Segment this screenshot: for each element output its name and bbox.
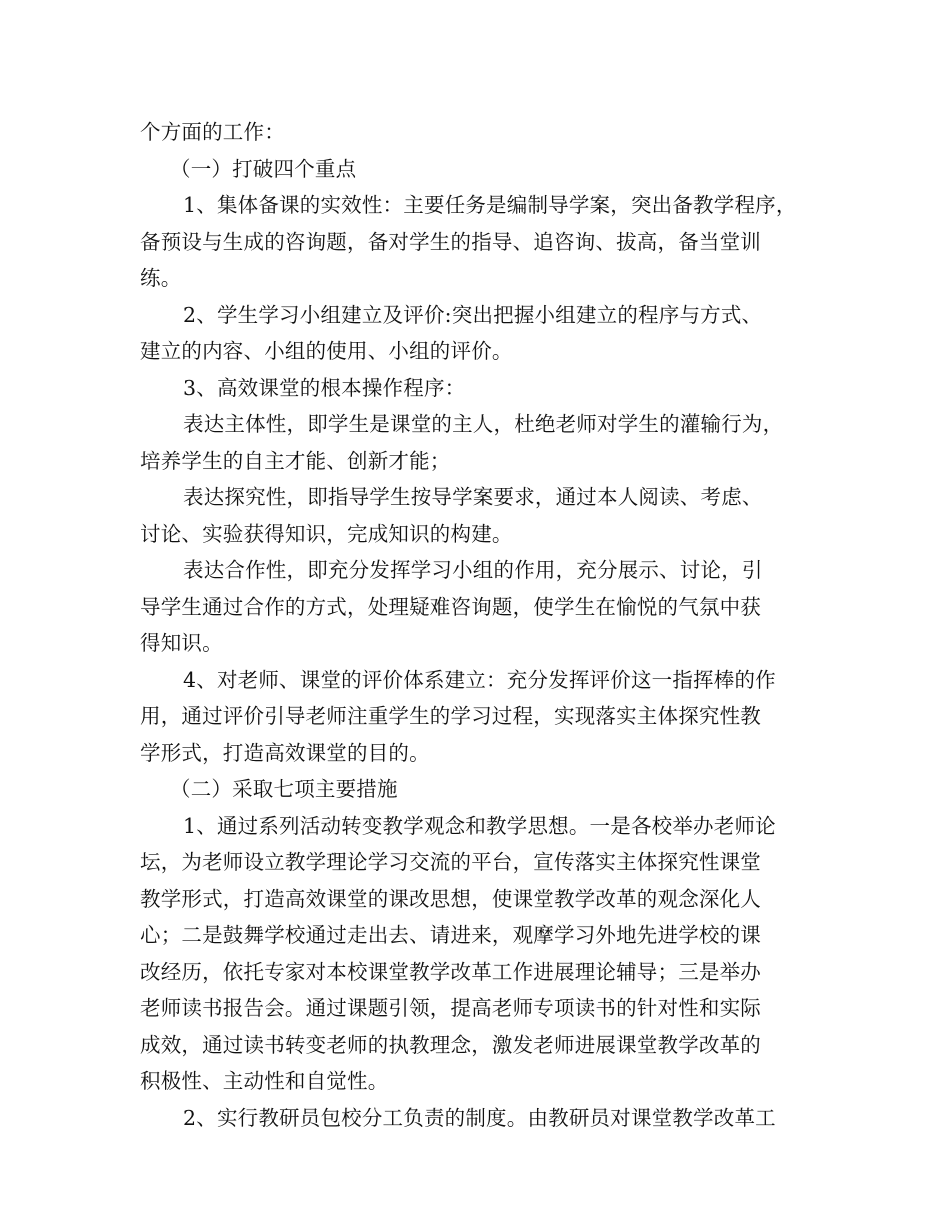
text-line: 练。	[140, 266, 182, 290]
text-line: 建立的内容、小组的使用、小组的评价。	[140, 339, 513, 363]
document-body	[140, 114, 830, 1136]
text-line: 用，通过评价引导老师注重学生的学习过程，实现落实主体探究性教	[140, 704, 761, 728]
text-line: 备预设与生成的咨询题，备对学生的指导、追咨询、拔高，备当堂训	[140, 229, 761, 254]
text-line: 得知识。	[140, 631, 223, 655]
section-heading-2: （二）采取七项主要措施	[170, 777, 398, 801]
text-line: 坛，为老师设立教学理论学习交流的平台，宣传落实主体探究性课堂	[140, 850, 761, 874]
text-line: 学形式，打造高效课堂的目的。	[140, 740, 430, 765]
text-line: 培养学生的自主才能、创新才能；	[140, 448, 451, 473]
paragraph-start: 2、学生学习小组建立及评价:突出把握小组建立的程序与方式、	[183, 302, 763, 327]
text-line: 积极性、主动性和自觉性。	[140, 1069, 389, 1093]
section-heading-1: （一）打破四个重点	[170, 156, 357, 181]
paragraph-start: 表达主体性，即学生是课堂的主人，杜绝老师对学生的灌输行为，	[183, 412, 784, 436]
text-line: 成效，通过读书转变老师的执教理念，激发老师进展课堂教学改革的	[140, 1032, 761, 1057]
text-line: 老师读书报告会。通过课题引领，提高老师专项读书的针对性和实际	[140, 996, 761, 1020]
paragraph-start: 3、高效课堂的根本操作程序：	[183, 375, 466, 400]
paragraph-start: 表达合作性，即充分发挥学习小组的作用，充分展示、讨论，引	[183, 558, 763, 582]
text-line: 个方面的工作：	[140, 120, 285, 144]
paragraph-start: 1、通过系列活动转变教学观念和教学思想。一是各校举办老师论	[183, 813, 776, 838]
text-line: 改经历，依托专家对本校课堂教学改革工作进展理论辅导；三是举办	[140, 959, 761, 984]
text-line: 心；二是鼓舞学校通过走出去、请进来，观摩学习外地先进学校的课	[140, 923, 761, 947]
paragraph-start: 1、集体备课的实效性：主要任务是编制导学案，突出备教学程序，	[183, 193, 797, 217]
paragraph-start: 表达探究性，即指导学生按导学案要求，通过本人阅读、考虑、	[183, 485, 763, 509]
text-line: 讨论、实验获得知识，完成知识的构建。	[140, 521, 513, 546]
text-line: 导学生通过合作的方式，处理疑难咨询题，使学生在愉悦的气氛中获	[140, 594, 761, 619]
paragraph-start: 2、实行教研员包校分工负责的制度。由教研员对课堂教学改革工	[183, 1105, 776, 1130]
paragraph-start: 4、对老师、课堂的评价体系建立：充分发挥评价这一指挥棒的作	[183, 667, 776, 692]
text-line: 教学形式，打造高效课堂的课改思想，使课堂教学改革的观念深化人	[140, 886, 761, 911]
